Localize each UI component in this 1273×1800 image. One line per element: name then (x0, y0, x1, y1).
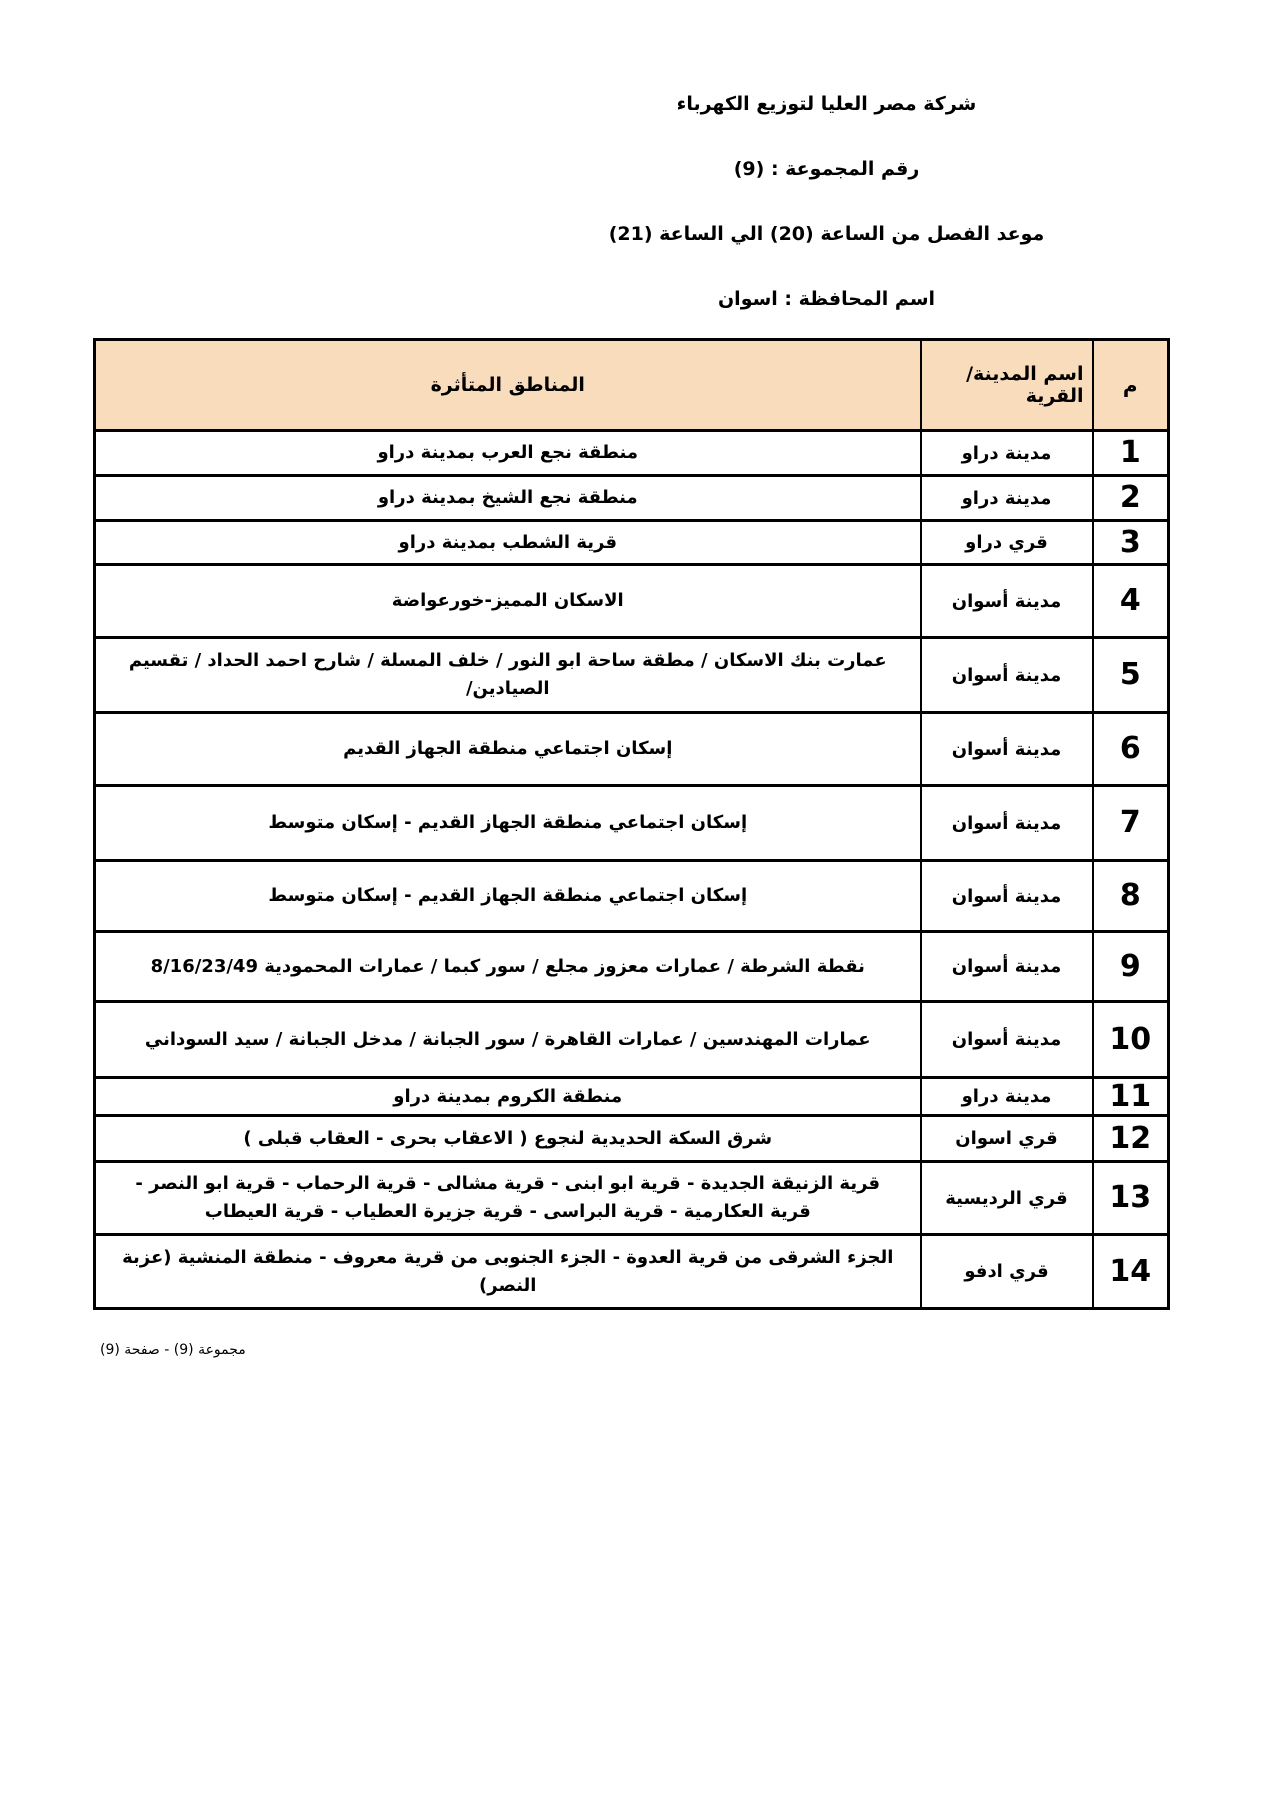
governorate-line: اسم المحافظة : اسوان (717, 288, 936, 310)
table-row (95, 1078, 1169, 1116)
row-areas: عمارات المهندسين / عمارات القاهرة / سور الجبانة / مدخل الجبانة / سيد السوداني (95, 1002, 921, 1078)
table-row (95, 1002, 1169, 1078)
row-index: 2 (1093, 476, 1169, 521)
row-city: قري ادفو (921, 1235, 1093, 1309)
table-row (95, 713, 1169, 786)
table-row (95, 1162, 1169, 1235)
row-areas: الجزء الشرقى من قرية العدوة - الجزء الجنوبى من قرية معروف - منطقة المنشية (عزبة النصر) (95, 1235, 921, 1309)
row-areas: إسكان اجتماعي منطقة الجهاز القديم (95, 713, 921, 786)
row-city: قري الرديسية (921, 1162, 1093, 1235)
table-row (95, 861, 1169, 932)
row-index: 3 (1093, 521, 1169, 565)
row-city: مدينة أسوان (921, 786, 1093, 861)
outage-areas-table (93, 338, 1170, 1310)
row-index: 13 (1093, 1162, 1169, 1235)
outage-time-line: موعد الفصل من الساعة (20) الي الساعة (21) (608, 223, 1045, 245)
page-footer-label: مجموعة (9) - صفحة (9) (100, 1342, 246, 1358)
row-index: 1 (1093, 431, 1169, 476)
row-index: 12 (1093, 1116, 1169, 1162)
row-index: 11 (1093, 1078, 1169, 1116)
row-city: مدينة أسوان (921, 932, 1093, 1002)
row-index: 4 (1093, 565, 1169, 638)
table-row (95, 1116, 1169, 1162)
column-header-areas: المناطق المتأثرة (95, 340, 921, 431)
row-areas: الاسكان المميز-خورعواضة (95, 565, 921, 638)
row-index: 5 (1093, 638, 1169, 713)
row-index: 14 (1093, 1235, 1169, 1309)
row-index: 8 (1093, 861, 1169, 932)
row-city: مدينة أسوان (921, 1002, 1093, 1078)
document-header (470, 92, 1183, 352)
company-title: شركة مصر العليا لتوزيع الكهرباء (676, 93, 977, 115)
row-index: 10 (1093, 1002, 1169, 1078)
row-city: مدينة أسوان (921, 713, 1093, 786)
table-row (95, 638, 1169, 713)
row-areas: إسكان اجتماعي منطقة الجهاز القديم - إسكان متوسط (95, 861, 921, 932)
row-areas: منطقة الكروم بمدينة دراو (95, 1078, 921, 1116)
row-city: مدينة أسوان (921, 861, 1093, 932)
row-areas: عمارت بنك الاسكان / مطقة ساحة ابو النور / خلف المسلة / شارح احمد الحداد / تقسيم الصيادين/ (95, 638, 921, 713)
row-areas: نقطة الشرطة / عمارات معزوز مجلع / سور كبما / عمارات المحمودية 8/16/23/49 (95, 932, 921, 1002)
column-header-index: م (1093, 340, 1169, 431)
row-city: قري اسوان (921, 1116, 1093, 1162)
row-areas: قرية الزنيقة الجديدة - قرية ابو ابنى - قرية مشالى - قرية الرحماب - قرية ابو النصر - قرية العكارمية - قرية البراسى - قرية جزيرة العطياب - قرية العيطاب (95, 1162, 921, 1235)
row-city: مدينة دراو (921, 431, 1093, 476)
row-index: 7 (1093, 786, 1169, 861)
row-areas: إسكان اجتماعي منطقة الجهاز القديم - إسكان متوسط (95, 786, 921, 861)
table-row (95, 565, 1169, 638)
table-row (95, 786, 1169, 861)
table-row (95, 1235, 1169, 1309)
table-header-row (95, 340, 1169, 431)
table-row (95, 932, 1169, 1002)
table-row (95, 521, 1169, 565)
row-city: مدينة أسوان (921, 638, 1093, 713)
row-areas: منطقة نجع الشيخ بمدينة دراو (95, 476, 921, 521)
column-header-city: اسم المدينة/ القرية (921, 340, 1093, 431)
group-number-line: رقم المجموعة : (9) (733, 158, 920, 180)
row-city: قري دراو (921, 521, 1093, 565)
row-city: مدينة دراو (921, 476, 1093, 521)
row-index: 6 (1093, 713, 1169, 786)
table-row (95, 431, 1169, 476)
row-city: مدينة أسوان (921, 565, 1093, 638)
row-index: 9 (1093, 932, 1169, 1002)
row-city: مدينة دراو (921, 1078, 1093, 1116)
row-areas: قرية الشطب بمدينة دراو (95, 521, 921, 565)
table-row (95, 476, 1169, 521)
row-areas: شرق السكة الحديدية لنجوع ( الاعقاب بحرى - العقاب قبلى ) (95, 1116, 921, 1162)
row-areas: منطقة نجع العرب بمدينة دراو (95, 431, 921, 476)
